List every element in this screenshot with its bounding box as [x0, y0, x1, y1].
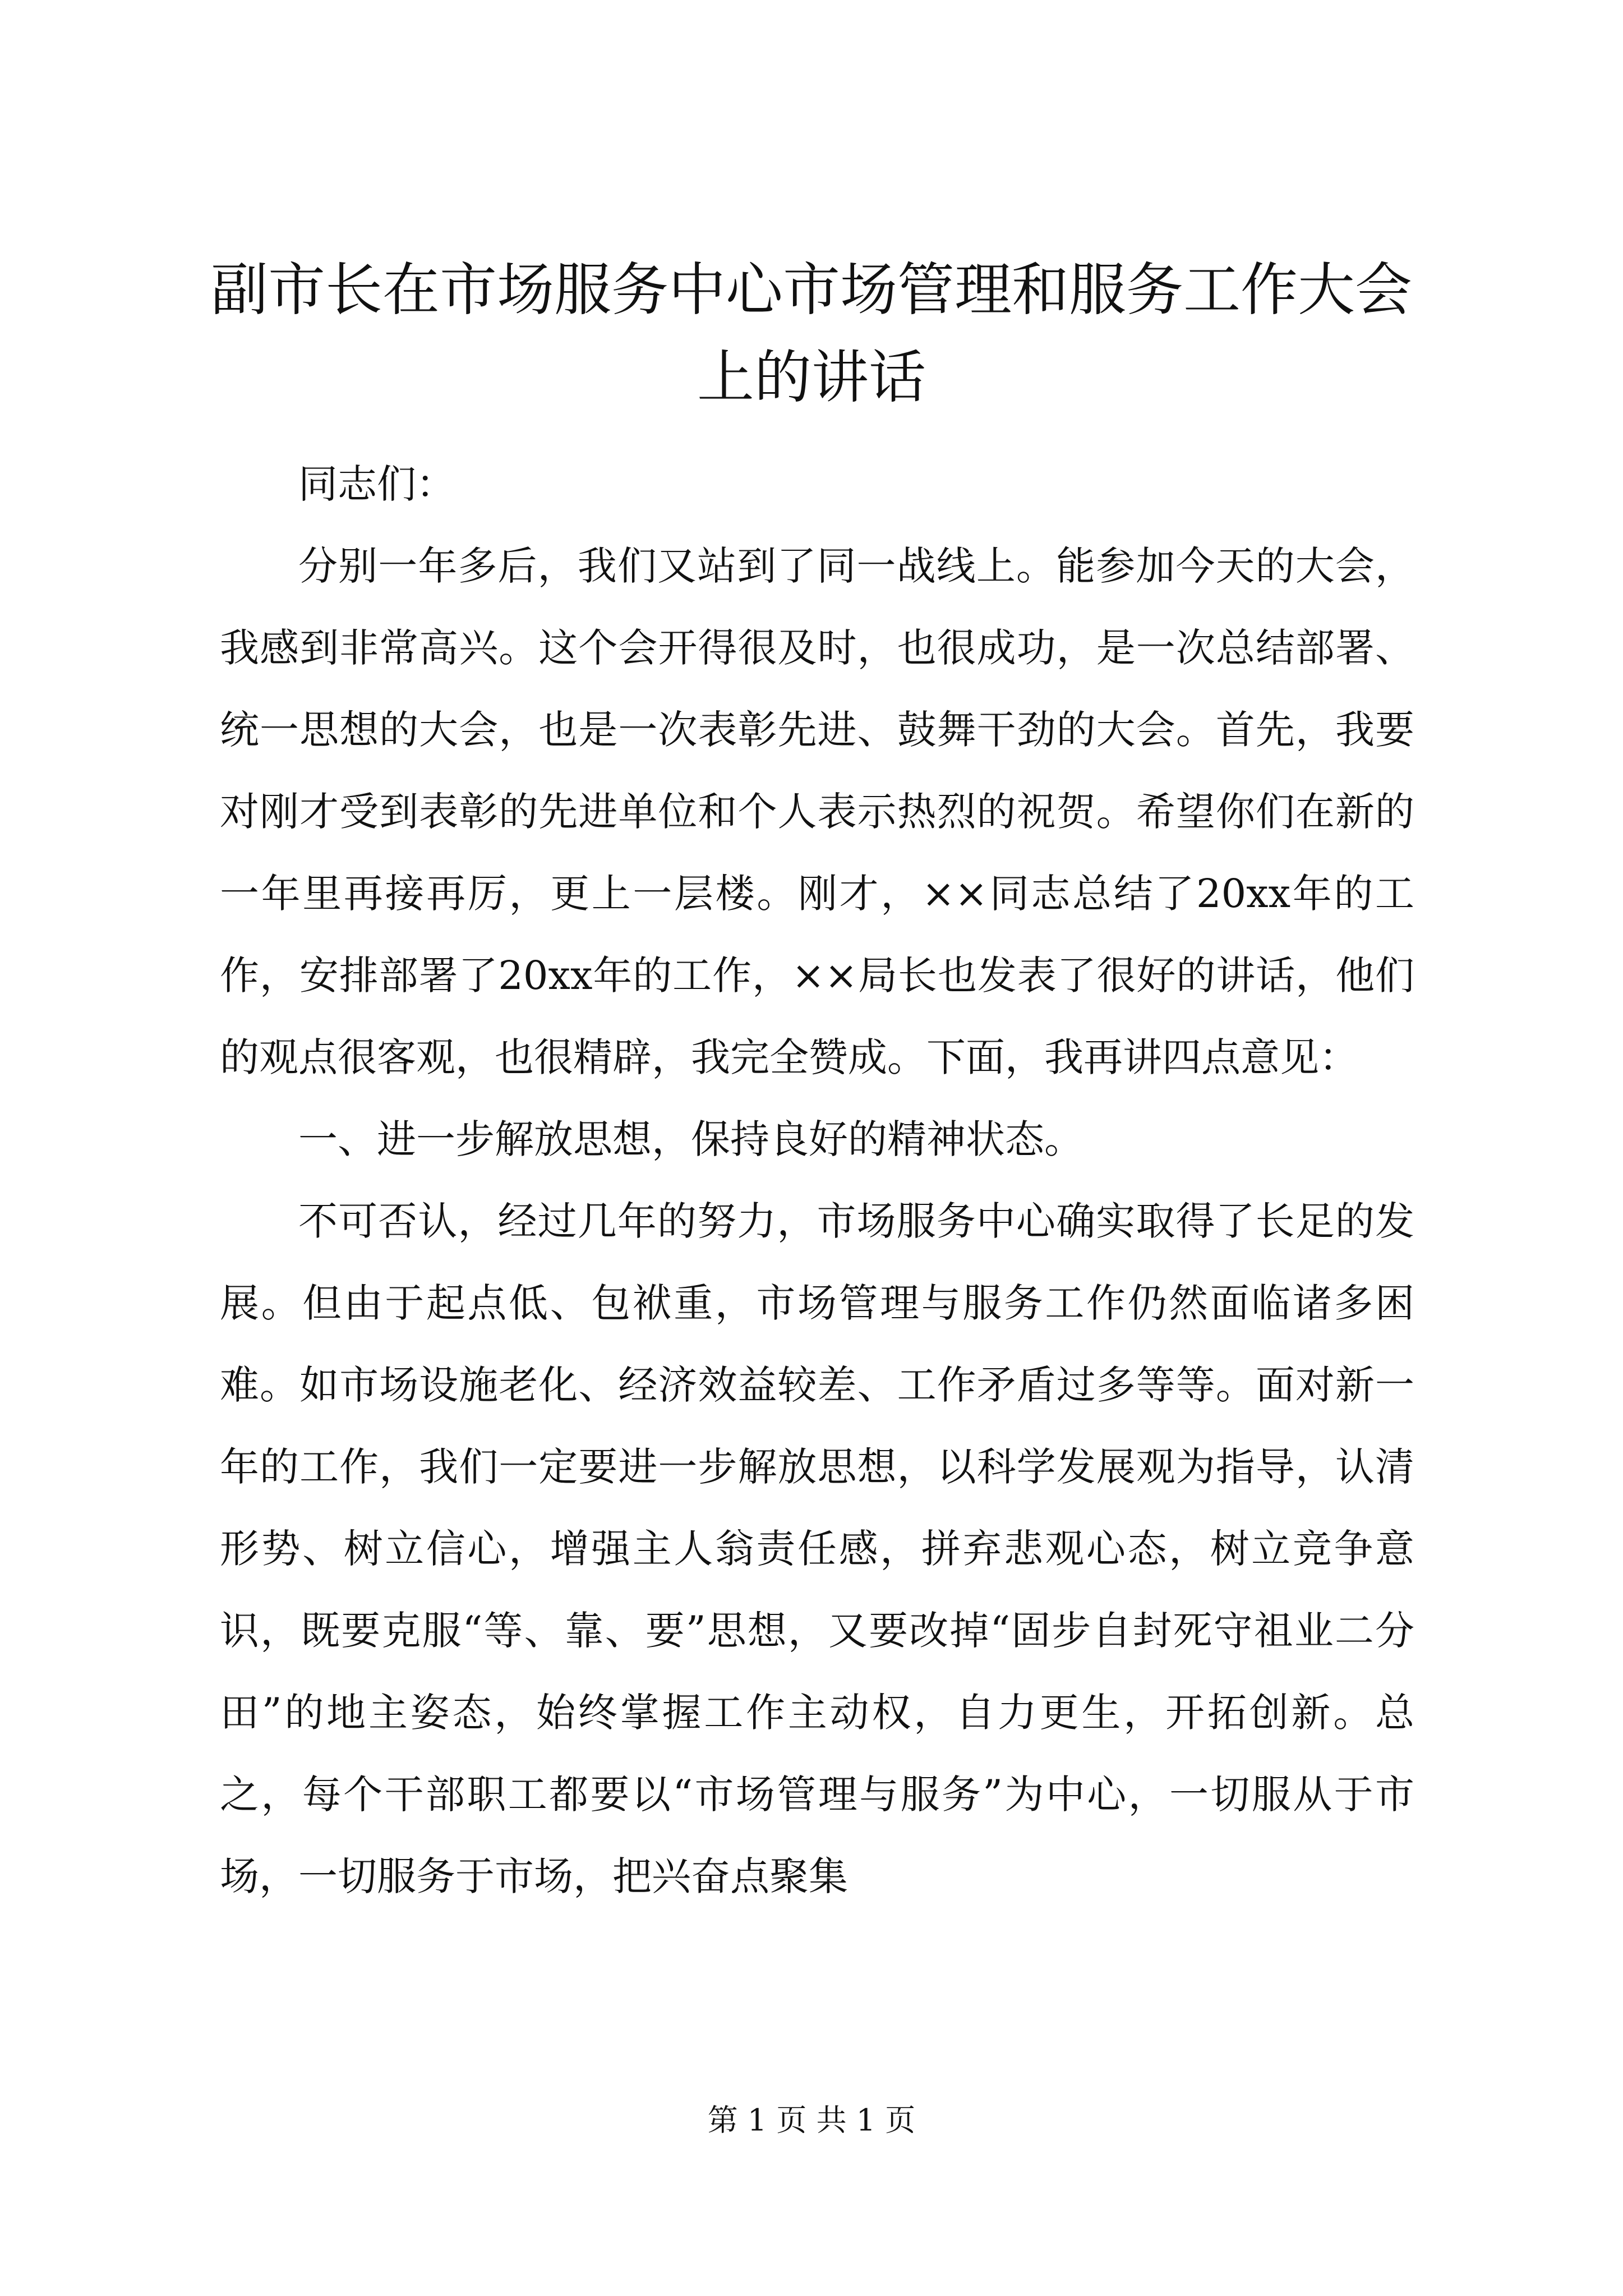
section-heading-1: 一、进一步解放思想，保持良好的精神状态。	[298, 1116, 1083, 1162]
document-title: 副市长在市场服务中心市场管理和服务工作大会上的讲话	[211, 257, 1412, 411]
opening-paragraph: 分别一年多后，我们又站到了同一战线上。能参加今天的大会，我感到非常高兴。这个会开得很及时，也很成功，是一次总结部署、统一思想的大会，也是一次表彰先进、鼓舞干劲的大会。首先，我要对刚才受到表彰的先进单位和个人表示热烈的祝贺。希望你们在新的一年里再接再厉，更上一层楼。刚才，××同志总结了20xx年的工作，安排部署了20xx年的工作，××局长也发表了很好的讲话，他们的观点很客观，也很精辟，我完全赞成。下面，我再讲四点意见：	[220, 543, 1414, 1080]
page-footer: 第 1 页 共 1 页	[707, 2102, 916, 2138]
document-body	[220, 443, 1414, 1917]
salutation-paragraph: 同志们：	[298, 461, 455, 507]
section-1-paragraph: 不可否认，经过几年的努力，市场服务中心确实取得了长足的发展。但由于起点低、包袱重，市场管理与服务工作仍然面临诸多困难。如市场设施老化、经济效益较差、工作矛盾过多等等。面对新一年的工作，我们一定要进一步解放思想，以科学发展观为指导，认清形势、树立信心，增强主人翁责任感，拼弃悲观心态，树立竞争意识，既要克服“等、靠、要”思想，又要改掉“固步自封死守祖业二分田”的地主姿态，始终掌握工作主动权，自力更生，开拓创新。总之，每个干部职工都要以“市场管理与服务”为中心，一切服从于市场，一切服务于市场，把兴奋点聚集	[220, 1198, 1414, 1899]
